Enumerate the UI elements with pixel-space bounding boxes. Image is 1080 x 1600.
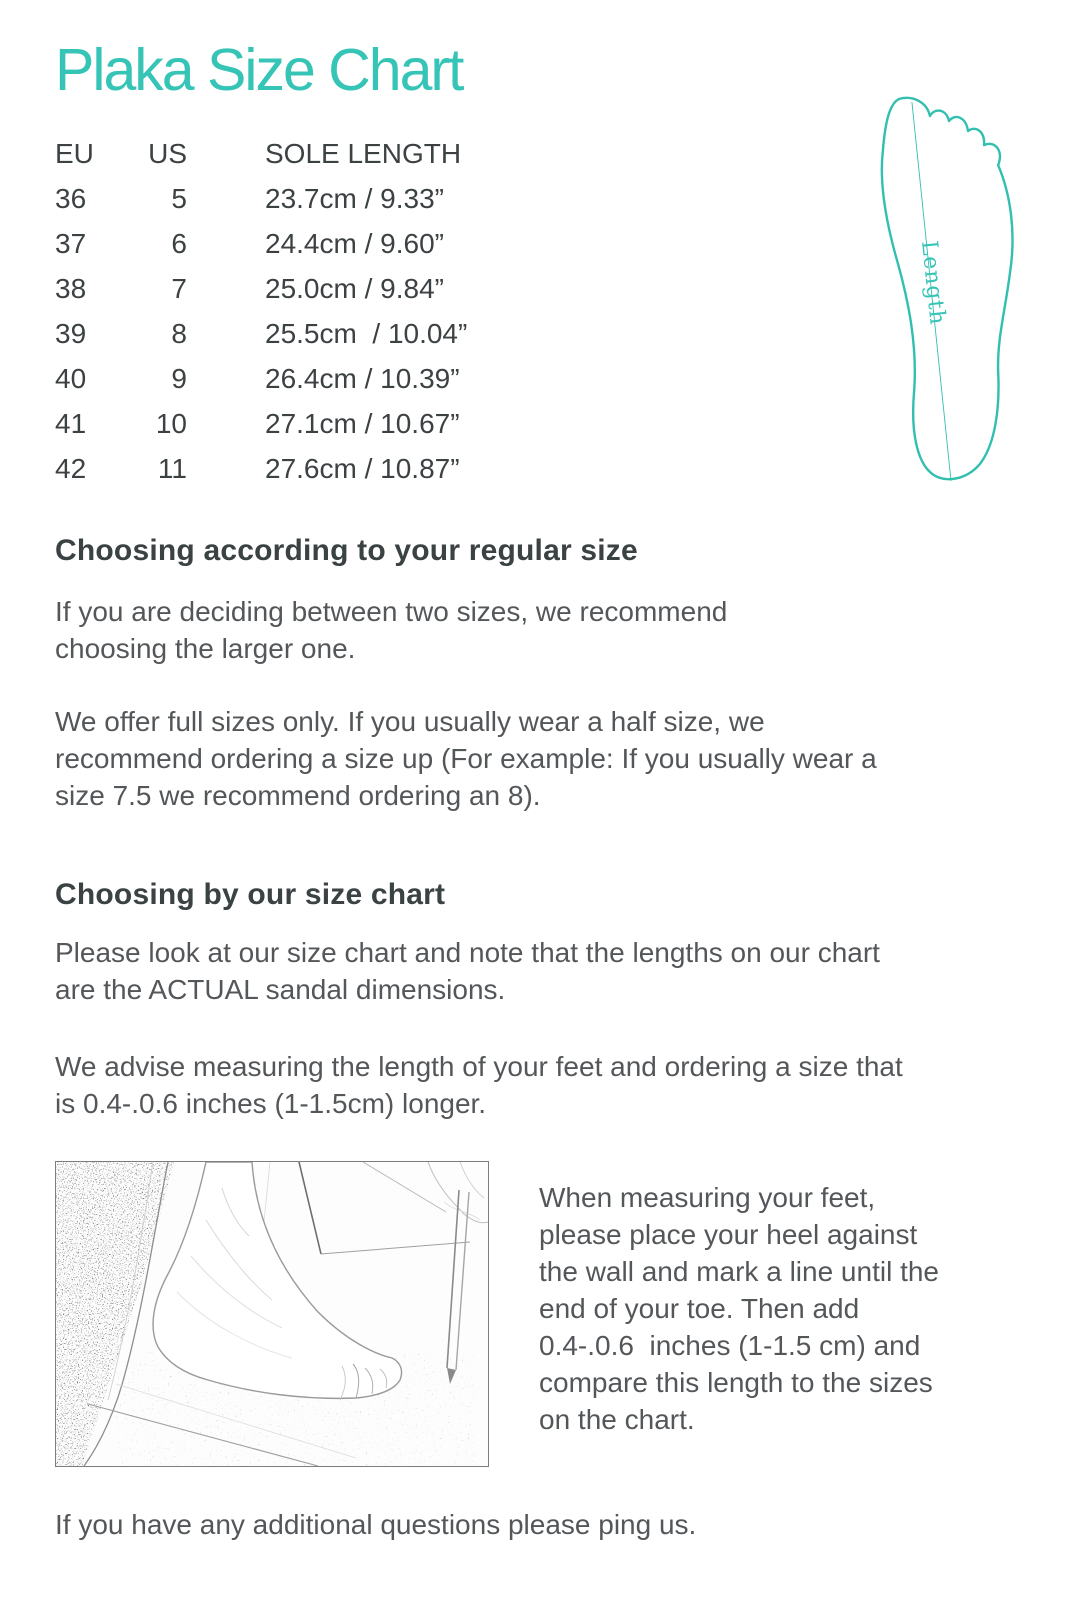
measuring-instructions [539, 1161, 1019, 1438]
measuring-section [55, 1161, 1025, 1467]
eu-size: 37 [55, 227, 87, 259]
eu-size: 41 [55, 407, 87, 439]
paragraph-line: We advise measuring the length of your feet and ordering a size that [55, 1051, 903, 1082]
length-label: Length [915, 239, 950, 327]
paragraph-line: are the ACTUAL sandal dimensions. [55, 974, 506, 1005]
us-size: 6 [171, 227, 187, 259]
us-size: 7 [171, 272, 187, 304]
paragraph-line: recommend ordering a size up (For example: If you usually wear a [55, 743, 877, 774]
instruction-line: When measuring your feet, [539, 1182, 876, 1213]
size-table-row [55, 266, 615, 311]
paragraph-line: If you are deciding between two sizes, we recommend [55, 596, 728, 627]
paragraph-line: Please look at our size chart and note that the lengths on our chart [55, 937, 880, 968]
size-table-row [55, 446, 615, 491]
sole-length: 26.4cm / 10.39” [265, 362, 460, 394]
paragraph-line: size 7.5 we recommend ordering an 8). [55, 780, 541, 811]
sole-length: 24.4cm / 9.60” [265, 227, 444, 259]
sole-length: 23.7cm / 9.33” [265, 182, 444, 214]
size-table-row [55, 356, 615, 401]
sole-length: 25.0cm / 9.84” [265, 272, 444, 304]
paragraph [55, 593, 1015, 667]
paragraph [55, 1048, 1015, 1122]
size-table-header-us: US [148, 137, 187, 169]
section-heading-regular-size: Choosing according to your regular size [55, 534, 638, 567]
paragraph-line: We offer full sizes only. If you usually wear a half size, we [55, 706, 765, 737]
instruction-line: 0.4-.0.6 inches (1-1.5 cm) and [539, 1330, 921, 1361]
eu-size: 39 [55, 317, 87, 349]
us-size: 9 [171, 362, 187, 394]
eu-size: 38 [55, 272, 87, 304]
instruction-line: on the chart. [539, 1404, 695, 1435]
eu-size: 36 [55, 182, 87, 214]
size-table-row [55, 176, 615, 221]
section-heading-size-chart: Choosing by our size chart [55, 878, 446, 911]
us-size: 5 [171, 182, 187, 214]
size-table-header-eu: EU [55, 137, 94, 169]
us-size: 10 [155, 407, 187, 439]
eu-size: 42 [55, 452, 87, 484]
size-table-row [55, 401, 615, 446]
eu-size: 40 [55, 362, 87, 394]
instruction-line: the wall and mark a line until the [539, 1256, 939, 1287]
page-title: Plaka Size Chart [55, 37, 463, 103]
sole-length: 27.1cm / 10.67” [265, 407, 460, 439]
foot-measuring-sketch-image [55, 1161, 489, 1467]
footer-note: If you have any additional questions please ping us. [55, 1509, 697, 1540]
size-table-row [55, 311, 615, 356]
paragraph [55, 703, 1015, 814]
foot-outline-icon [882, 98, 1013, 479]
sole-length: 27.6cm / 10.87” [265, 452, 460, 484]
foot-length-diagram-icon [853, 93, 1033, 489]
size-table-row [55, 221, 615, 266]
instruction-line: end of your toe. Then add [539, 1293, 860, 1324]
size-table-header-sole: SOLE LENGTH [265, 137, 462, 169]
paragraph-line: is 0.4-.0.6 inches (1-1.5cm) longer. [55, 1088, 487, 1119]
us-size: 11 [157, 452, 187, 484]
size-table [55, 131, 615, 491]
us-size: 8 [171, 317, 187, 349]
paragraph [55, 934, 1015, 1008]
size-table-header-row [55, 131, 615, 176]
sole-length: 25.5cm / 10.04” [265, 317, 468, 349]
instruction-line: please place your heel against [539, 1219, 918, 1250]
paragraph-line: choosing the larger one. [55, 633, 356, 664]
instruction-line: compare this length to the sizes [539, 1367, 933, 1398]
